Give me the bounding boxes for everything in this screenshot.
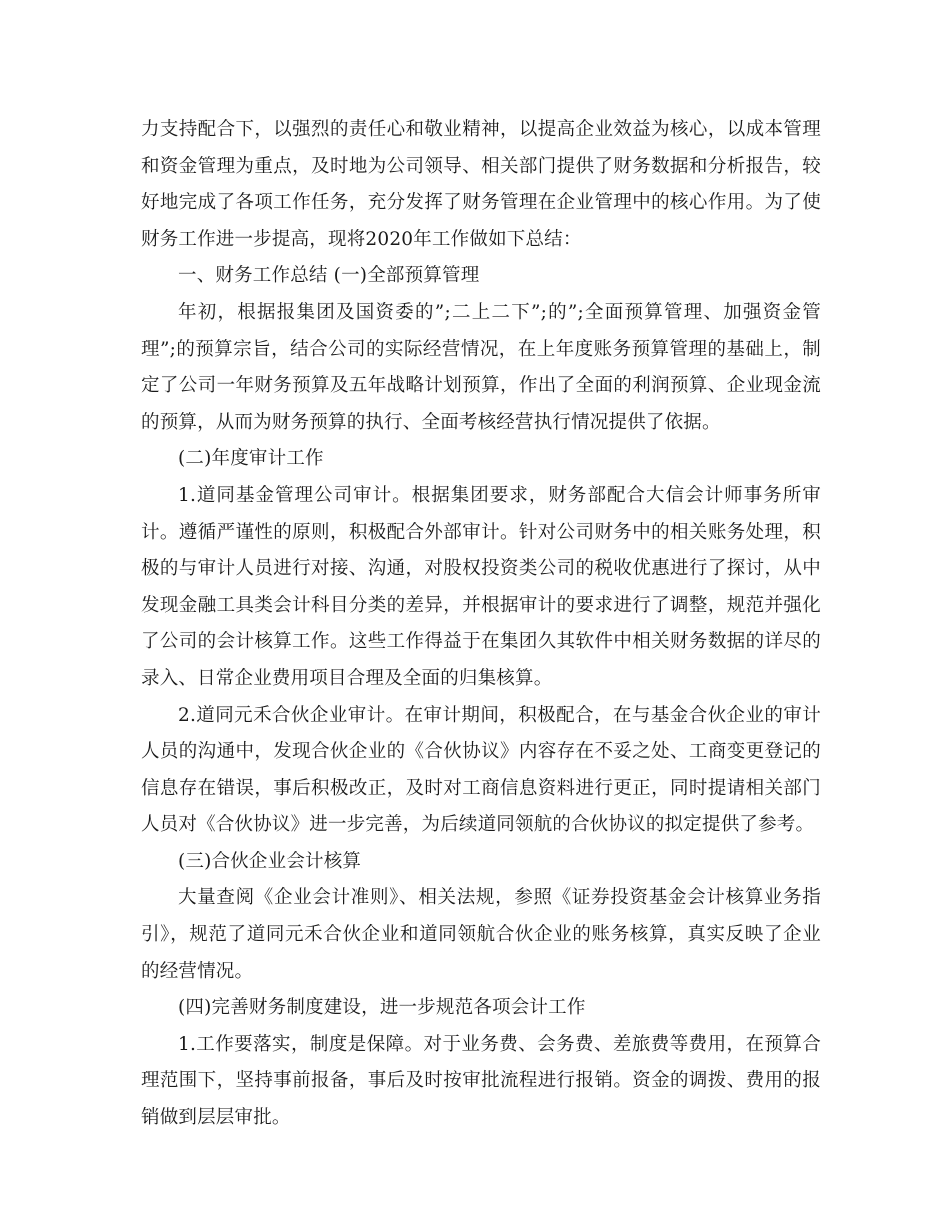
section-heading-budget: 一、财务工作总结 (一)全部预算管理 (178, 265, 480, 287)
document-body (141, 112, 821, 1137)
section-heading-financial-system: (四)完善财务制度建设，进一步规范各项会计工作 (178, 997, 586, 1019)
paragraph-intro-continued: 力支持配合下，以强烈的责任心和敬业精神，以提高企业效益为核心，以成本管理和资金管理为重点，及时地为公司领导、相关部门提供了财务数据和分析报告，较好地完成了各项工作任务，充分发挥了财务管理在企业管理中的核心作用。为了使财务工作进一步提高，现将2020年工作做如下总结： (141, 119, 821, 250)
section-heading-partnership-accounting: (三)合伙企业会计核算 (178, 850, 362, 872)
paragraph-audit-fund: 1.道同基金管理公司审计。根据集团要求，财务部配合大信会计师事务所审计。遵循严谨性的原则，积极配合外部审计。针对公司财务中的相关账务处理，积极的与审计人员进行对接、沟通，对股权投资类公司的税收优惠进行了探讨，从中发现金融工具类会计科目分类的差异，并根据审计的要求进行了调整，规范并强化了公司的会计核算工作。这些工作得益于在集团久其软件中相关财务数据的详尽的录入、日常企业费用项目合理及全面的归集核算。 (141, 484, 821, 689)
paragraph-audit-partnership: 2.道同元禾合伙企业审计。在审计期间，积极配合，在与基金合伙企业的审计人员的沟通中，发现合伙企业的《合伙协议》内容存在不妥之处、工商变更登记的信息存在错误，事后积极改正，及时对工商信息资料进行更正，同时提请相关部门人员对《合伙协议》进一步完善，为后续道同领航的合伙协议的拟定提供了参考。 (141, 704, 821, 836)
paragraph-partnership-accounting: 大量查阅《企业会计准则》、相关法规，参照《证券投资基金会计核算业务指引》，规范了道同元禾合伙企业和道同领航合伙企业的账务核算，真实反映了企业的经营情况。 (141, 887, 821, 982)
paragraph-budget: 年初，根据报集团及国资委的”;二上二下”;的”;全面预算管理、加强资金管理”;的预算宗旨，结合公司的实际经营情况，在上年度账务预算管理的基础上，制定了公司一年财务预算及五年战略计划预算，作出了全面的利润预算、企业现金流的预算，从而为财务预算的执行、全面考核经营执行情况提供了依据。 (141, 301, 822, 433)
section-heading-audit: (二)年度审计工作 (178, 448, 324, 470)
paragraph-financial-system: 1.工作要落实，制度是保障。对于业务费、会务费、差旅费等费用，在预算合理范围下，坚持事前报备，事后及时按审批流程进行报销。资金的调拨、费用的报销做到层层审批。 (141, 1033, 821, 1129)
